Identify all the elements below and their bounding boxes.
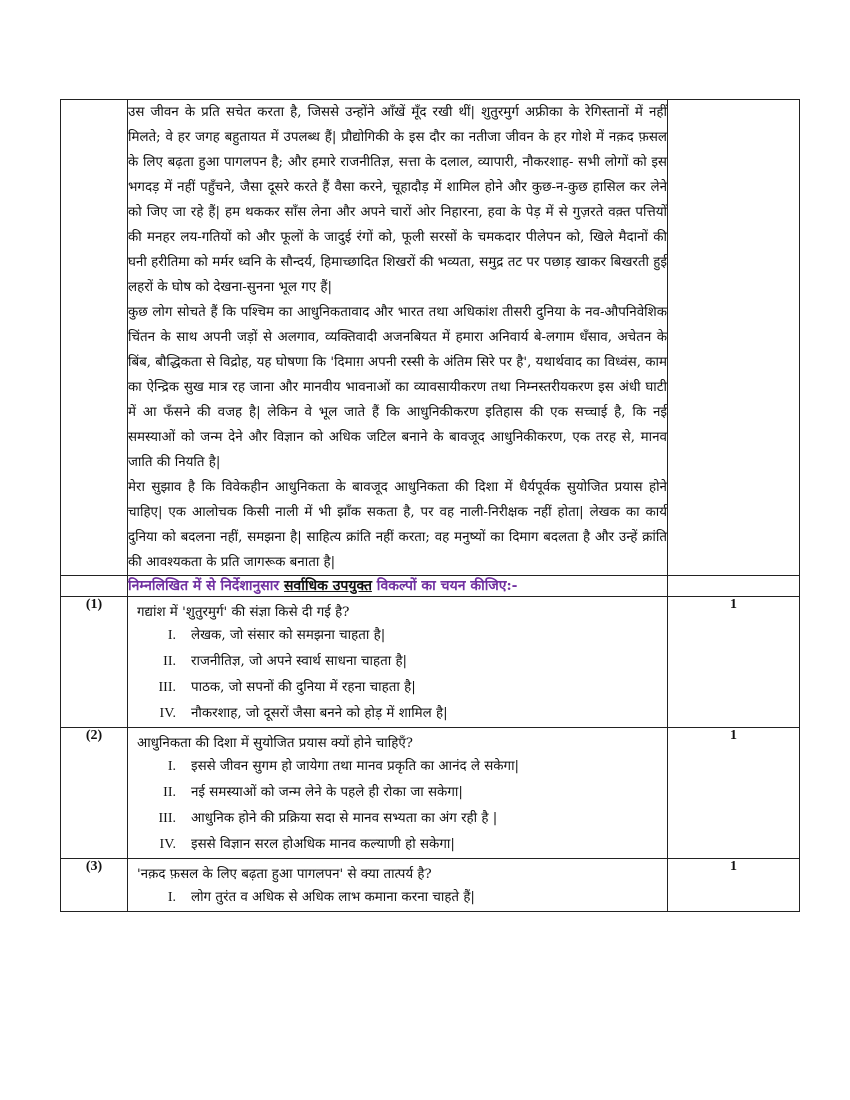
instruction-emphasis: सर्वाधिक उपयुक्त <box>283 578 372 594</box>
question-row <box>61 859 800 912</box>
question-marks: 1 <box>668 728 800 859</box>
instruction-row <box>61 576 800 597</box>
question-cell <box>128 859 668 912</box>
option <box>128 806 667 832</box>
option-text: लेखक, जो संसार को समझना चाहता है| <box>191 628 386 643</box>
option-numeral: IV. <box>159 837 176 852</box>
passage-cell <box>128 100 668 576</box>
option-numeral: II. <box>163 785 176 800</box>
question-marks: 1 <box>668 859 800 912</box>
option-text: लोग तुरंत व अधिक से अधिक लाभ कमाना करना चाहते हैं| <box>191 890 475 905</box>
option-text: राजनीतिज्ञ, जो अपने स्वार्थ साधना चाहता है| <box>191 654 408 669</box>
option <box>128 701 667 727</box>
option-text: नई समस्याओं को जन्म लेने के पहले ही रोका जा सकेगा| <box>191 785 463 800</box>
question-number: (1) <box>61 597 128 728</box>
option-text: इससे विज्ञान सरल होअधिक मानव कल्याणी हो सकेगा| <box>191 837 455 852</box>
question-number: (3) <box>61 859 128 912</box>
option-text: इससे जीवन सुगम हो जायेगा तथा मानव प्रकृति का आनंद ले सकेगा| <box>191 759 520 774</box>
option-numeral: IV. <box>159 706 176 721</box>
instruction-text: निम्नलिखित में से निर्देशानुसार <box>128 578 284 594</box>
instruction <box>128 576 668 597</box>
option-numeral: III. <box>158 811 176 826</box>
option-numeral: II. <box>163 654 176 669</box>
option <box>128 754 667 780</box>
question-text: आधुनिकता की दिशा में सुयोजित प्रयास क्यों होने चाहिएँ? <box>137 736 413 751</box>
option-numeral: I. <box>167 890 176 905</box>
passage-num-cell <box>61 100 128 576</box>
passage-paragraph: मेरा सुझाव है कि विवेकहीन आधुनिकता के बावजूद आधुनिकता की दिशा में धैर्यपूर्वक सुयोजित प्रयास होने चाहिए| एक आलोचक किसी नाली में भी झाँक सकता है, पर वह नाली-निरीक्षक नहीं होता| लेखक का कार्य दुनिया को बदलना नहीं, समझना है| साहित्य क्रांति नहीं करता; वह मनुष्यों का दिमाग बदलता है और उन्हें क्रांति की आवश्यकता के प्रति जागरूक बनाता है| <box>128 480 667 570</box>
option <box>128 623 667 649</box>
question-table <box>60 99 800 912</box>
option-numeral: I. <box>167 628 176 643</box>
option-numeral: I. <box>167 759 176 774</box>
question-number: (2) <box>61 728 128 859</box>
option <box>128 649 667 675</box>
option <box>128 780 667 806</box>
question-row <box>61 597 800 728</box>
option-numeral: III. <box>158 680 176 695</box>
option <box>128 675 667 701</box>
option <box>128 885 667 911</box>
question-text: गद्यांश में 'शुतुरमुर्ग' की संज्ञा किसे दी गई है? <box>137 605 350 620</box>
option-text: पाठक, जो सपनों की दुनिया में रहना चाहता है| <box>191 680 416 695</box>
option-text: आधुनिक होने की प्रक्रिया सदा से मानव सभ्यता का अंग रही है | <box>191 811 498 826</box>
passage-paragraph: उस जीवन के प्रति सचेत करता है, जिससे उन्होंने आँखें मूँद रखी थीं| शुतुरमुर्ग अफ्रीका के रेगिस्तानों में नहीं मिलते; वे हर जगह बहुतायत में उपलब्ध हैं| प्रौद्योगिकी के इस दौर का नतीजा जीवन के हर गोशे में नक़द फ़सल के लिए बढ़ता हुआ पागलपन है; और हमारे राजनीतिज्ञ, सत्ता के दलाल, व्यापारी, नौकरशाह- सभी लोगों को इस भगदड़ में नहीं पहुँचने, जैसा दूसरे करते हैं वैसा करने, चूहादौड़ में शामिल होने और कुछ-न-कुछ हासिल कर लेने को जिए जा रहे हैं| हम थककर साँस लेना और अपने चारों ओर निहारना, हवा के पेड़ में से गुज़रते वक़्त पत्तियों की मनहर लय-गतियों को और फूलों के जादुई रंगों को, फूली सरसों के चमकदार पीलेपन को, खिले मैदानों की घनी हरीतिमा को मर्मर ध्वनि के सौन्दर्य, हिमाच्छादित शिखरों की भव्यता, समुद्र तट पर पछाड़ खाकर बिखरती हुई लहरों के घोष को देखना-सुनना भूल गए हैं| <box>128 105 667 295</box>
instruction-text-end: विकल्पों का चयन कीजिए:- <box>371 578 518 594</box>
passage-marks-cell <box>668 100 800 576</box>
passage-row <box>61 100 800 576</box>
question-cell <box>128 728 668 859</box>
question-text: 'नक़द फ़सल के लिए बढ़ता हुआ पागलपन' से क्या तात्पर्य है? <box>137 867 432 882</box>
option <box>128 832 667 858</box>
option-text: नौकरशाह, जो दूसरों जैसा बनने को होड़ में शामिल है| <box>191 706 448 721</box>
passage-paragraph: कुछ लोग सोचते हैं कि पश्चिम का आधुनिकतावाद और भारत तथा अधिकांश तीसरी दुनिया के नव-औपनिवेशिक चिंतन के साथ अपनी जड़ों से अलगाव, व्यक्तिवादी अजनबियत में हमारा अनिवार्य बे-लगाम धँसाव, अचेतन के बिंब, बौद्धिकता से विद्रोह, यह घोषणा कि 'दिमाग़ अपनी रस्सी के अंतिम सिरे पर है', यथार्थवाद का विध्वंस, काम का ऐन्द्रिक सुख मात्र रह जाना और मानवीय भावनाओं का व्यावसायीकरण तथा निम्नस्तरीयकरण इस अंधी घाटी में आ फँसने की वजह है| लेकिन वे भूल जाते हैं कि आधुनिकीकरण इतिहास की एक सच्चाई है, कि नई समस्याओं को जन्म देने और विज्ञान को अधिक जटिल बनाने के बावजूद आधुनिकीकरण, एक तरह से, मानव जाति की नियति है| <box>128 305 667 470</box>
question-cell <box>128 597 668 728</box>
question-row <box>61 728 800 859</box>
question-marks: 1 <box>668 597 800 728</box>
